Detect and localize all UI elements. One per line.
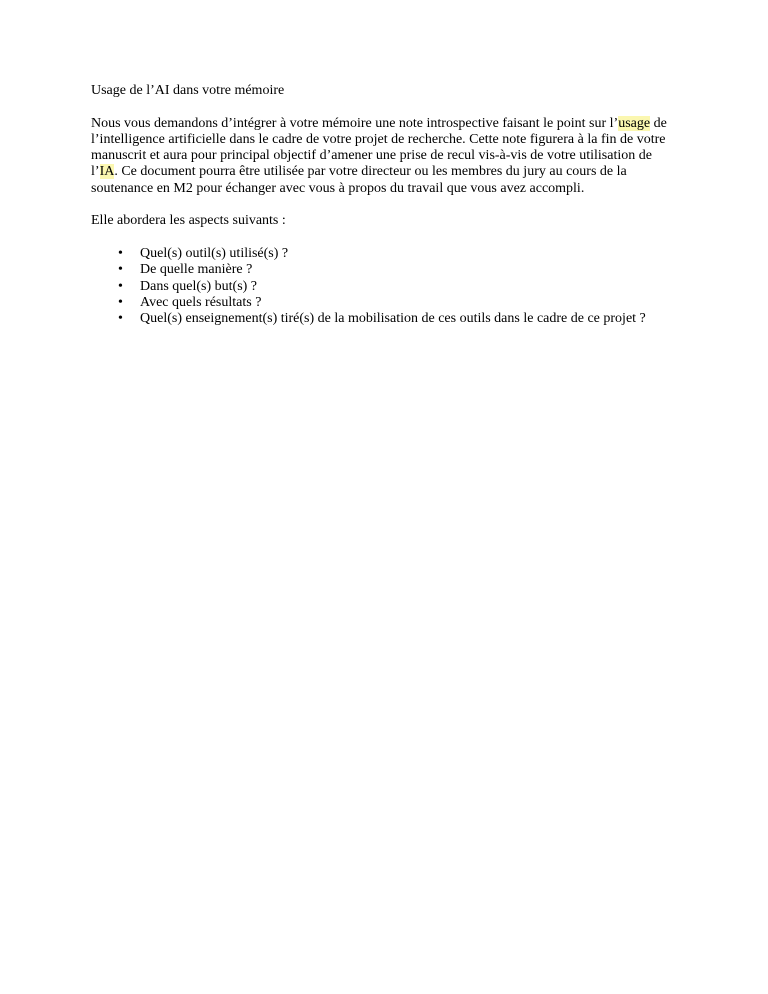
list-item bbox=[91, 311, 671, 327]
bullet-icon: • bbox=[118, 262, 123, 278]
bullet-icon: • bbox=[118, 278, 123, 294]
document-content bbox=[91, 83, 671, 327]
highlighted-word-usage: usage bbox=[618, 115, 651, 131]
list-item-text: Avec quels résultats ? bbox=[140, 294, 262, 310]
list-item-text: Dans quel(s) but(s) ? bbox=[140, 278, 258, 294]
list-item-text: Quel(s) enseignement(s) tiré(s) de la mobilisation de ces outils dans le cadre de ce projet ? bbox=[140, 311, 646, 327]
paragraph-segment: . Ce document pourra être utilisée par votre directeur ou les membres du jury au cours de la soutenance en M2 pour échanger avec vous à propos du travail que vous avez accompli. bbox=[91, 164, 627, 196]
highlighted-word-ia: IA bbox=[99, 164, 115, 180]
intro-paragraph bbox=[91, 116, 671, 197]
paragraph-segment: Nous vous demandons d’intégrer à votre mémoire une note introspective faisant le point sur l’ bbox=[91, 115, 619, 131]
list-item-text: Quel(s) outil(s) utilisé(s) ? bbox=[140, 245, 289, 261]
bullet-icon: • bbox=[118, 311, 123, 327]
list-item bbox=[91, 295, 671, 311]
list-item bbox=[91, 262, 671, 278]
list-intro: Elle abordera les aspects suivants : bbox=[91, 213, 286, 229]
document-title: Usage de l’AI dans votre mémoire bbox=[91, 83, 285, 98]
list-item-text: De quelle manière ? bbox=[140, 262, 253, 278]
list-item bbox=[91, 279, 671, 295]
bullet-icon: • bbox=[118, 245, 123, 261]
list-item bbox=[91, 246, 671, 262]
paragraph-segment: de l’intelligence artificielle dans le cadre de votre projet de recherche. Cette note figurera à la fin de votre manuscrit et aura pour principal objectif d’amener une prise de recul vis-à-vis de votre utilisation de l’ bbox=[91, 115, 667, 180]
bullet-icon: • bbox=[118, 294, 123, 310]
aspects-list bbox=[91, 246, 671, 327]
